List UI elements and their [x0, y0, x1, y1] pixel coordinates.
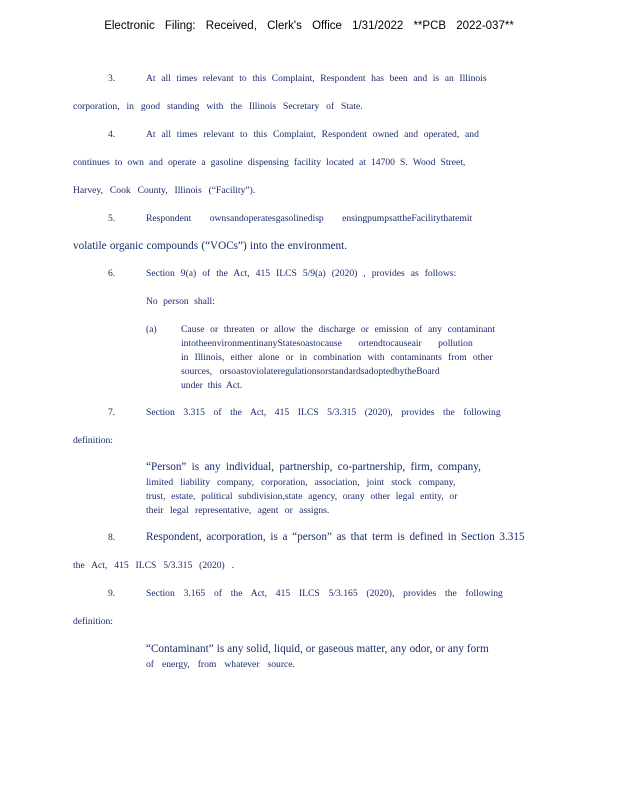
paragraph-4-line-3: Harvey, Cook County, Illinois (“Facility”).: [73, 185, 256, 196]
paragraph-9-line-1: Section 3.165 of the Act, 415 ILCS 5/3.165 (2020), provides the following: [146, 588, 503, 599]
paragraph-5-number: 5.: [108, 213, 116, 224]
paragraph-5-line-2: volatile organic compounds (“VOCs”) into the environment.: [73, 240, 348, 252]
paragraph-7-line-1: Section 3.315 of the Act, 415 ILCS 5/3.315 (2020), provides the following: [146, 407, 501, 418]
person-definition-line-2: limited liability company, corporation, association, joint stock company,: [146, 477, 456, 488]
paragraph-4-number: 4.: [108, 129, 116, 140]
paragraph-6-line-1: Section 9(a) of the Act, 415 ILCS 5/9(a) (2020) , provides as follows:: [146, 268, 457, 279]
paragraph-6-number: 6.: [108, 268, 116, 279]
contaminant-definition-line-1: “Contaminant” is any solid, liquid, or gaseous matter, any odor, or any form: [146, 643, 489, 655]
paragraph-8-number: 8.: [108, 532, 116, 543]
subsection-a-label: (a): [146, 324, 157, 335]
paragraph-3-line-2: corporation, in good standing with the Illinois Secretary of State.: [73, 101, 363, 112]
paragraph-8-line-2: the Act, 415 ILCS 5/3.315 (2020) .: [73, 560, 235, 571]
paragraph-3-line-1: At all times relevant to this Complaint, Respondent has been and is an Illinois: [146, 73, 487, 84]
contaminant-definition-line-2: of energy, from whatever source.: [146, 659, 295, 670]
statute-line-3: in Illinois, either alone or in combination with contaminants from other: [181, 352, 493, 363]
paragraph-4-line-2: continues to own and operate a gasoline dispensing facility located at 14700 S. Wood Street,: [73, 157, 466, 168]
paragraph-6-line-2: No person shall:: [146, 296, 215, 307]
paragraph-9-line-2: definition:: [73, 616, 113, 627]
paragraph-4-line-1: At all times relevant to this Complaint, Respondent owned and operated, and: [146, 129, 479, 140]
paragraph-9-number: 9.: [108, 588, 116, 599]
paragraph-7-number: 7.: [108, 407, 116, 418]
person-definition-line-4: their legal representative, agent or assigns.: [146, 505, 330, 516]
statute-line-4: sources, orsoastoviolateregulationsorstandardsadoptedbytheBoard: [181, 366, 440, 377]
paragraph-8-line-1: Respondent, acorporation, is a “person” as that term is defined in Section 3.315: [146, 531, 525, 543]
paragraph-3-number: 3.: [108, 73, 116, 84]
statute-line-5: under this Act.: [181, 380, 243, 391]
person-definition-line-1: “Person” is any individual, partnership, co-partnership, firm, company,: [146, 461, 481, 473]
person-definition-line-3: trust, estate, political subdivision,state agency, orany other legal entity, or: [146, 491, 458, 502]
paragraph-5-line-1: Respondent ownsandoperatesgasolinedisp ensingpumpsattheFacilitythatemit: [146, 213, 473, 224]
efiling-header: Electronic Filing: Received, Clerk's Office 1/31/2022 **PCB 2022-037**: [104, 20, 514, 32]
statute-line-1: Cause or threaten or allow the discharge or emission of any contaminant: [181, 324, 495, 335]
statute-line-2: intotheenvironmentinanyStatesoastocause ortendtocauseair pollution: [181, 338, 473, 349]
paragraph-7-line-2: definition:: [73, 435, 113, 446]
